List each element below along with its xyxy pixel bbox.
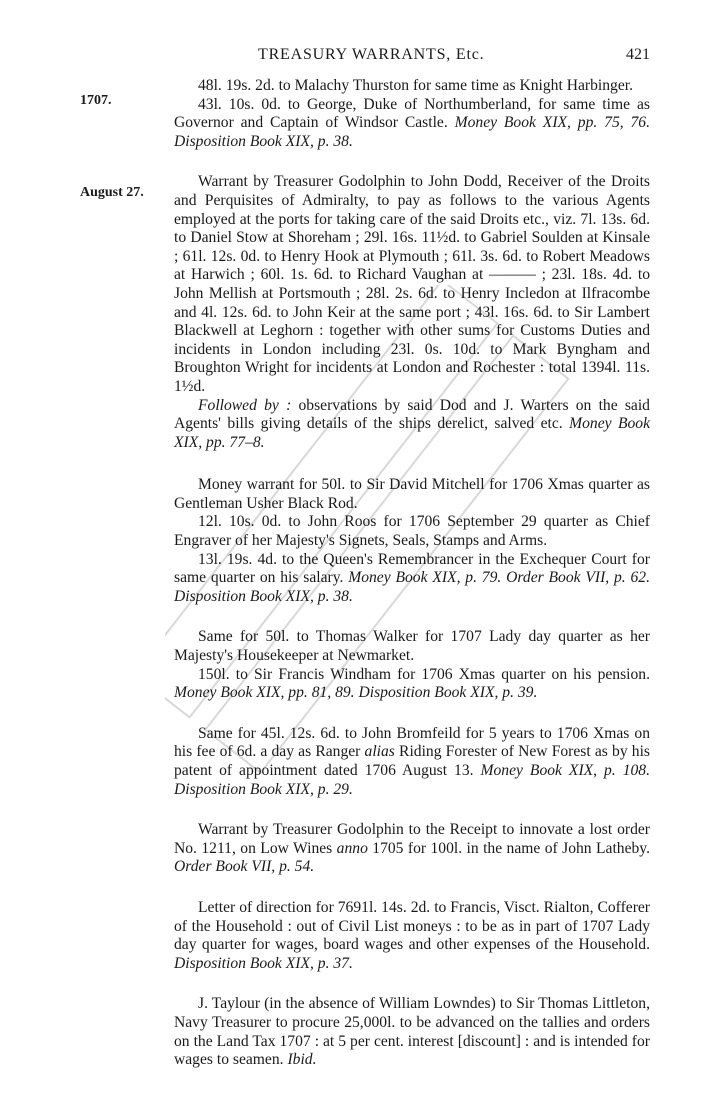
- citation: Disposition Book XIX, p. 38.: [174, 587, 353, 605]
- citation: Ibid.: [287, 1051, 317, 1069]
- entry-3: [174, 476, 650, 606]
- citation: Money Book XIX, pp. 81, 89.: [174, 684, 355, 702]
- citation: Money Book XIX, p. 108.: [480, 762, 651, 779]
- entry-7: [174, 899, 650, 973]
- entry-paragraph: Money warrant for 50l. to Sir David Mitchell for 1706 Xmas quarter as Gentleman Usher Black Rod.: [174, 476, 650, 512]
- citation: Disposition Book XIX, p. 38.: [174, 132, 353, 150]
- entry-paragraph: Same for 50l. to Thomas Walker for 1707 Lady day quarter as her Majesty's Housekeeper at Newmarket.: [174, 628, 650, 665]
- entry-paragraph: Warrant by Treasurer Godolphin to John Dodd, Receiver of the Droits and Perquisites of Admiralty, to pay as follows to the various Agents employed at the ports for taking care of the said Droits etc., viz. 7l. 13s. 6d. to Daniel Stow at Shoreham ; 29l. 16s. 11½d. to Gabriel Soulden at Kinsale ; 61l. 12s. 0d. to Henry Hook at Plymouth ; 61l. 3s. 6d. to Robert Meadows at Harwich ; 60l. 1s. 6d. to Richard Vaughan at ——— ; 23l. 18s. 4d. to John Mellish at Portsmouth ; 28l. 2s. 6d. to Henry Incledon at Ilfracombe and 4l. 12s. 6d. to John Keir at the same port ; 43l. 16s. 6d. to Sir Lambert Blackwell at Leghorn : together with other sums for Customs Duties and incidents in London including 23l. 0s. 10d. to Mark Byngham and Broughton Wright for incidents at London and Rochester : total 1394l. 11s. 1½d.: [174, 173, 650, 395]
- entry-paragraph: 12l. 10s. 0d. to John Roos for 1706 September 29 quarter as Chief Engraver of her Majesty's Signets, Seals, Stamps and Arms.: [174, 513, 650, 550]
- citation: Disposition Book XIX, p. 39.: [358, 684, 538, 702]
- page-number: 421: [626, 46, 650, 63]
- entry-paragraph: Same for 45l. 12s. 6d. to John Bromfeild for 5 years to 1706 Xmas on his fee of 6d. a day as Ranger alias Riding Forester of New Forest as by his patent of appointment dated 1706 August 13. Money Book XIX, p. 108. Disposition Book XIX, p. 29.: [174, 724, 651, 798]
- entry-4: [174, 628, 650, 702]
- entry-2: [174, 173, 650, 452]
- entry-paragraph: 13l. 19s. 4d. to the Queen's Remembrancer in the Exchequer Court for same quarter on his salary. Money Book XIX, p. 79. Order Book VII, p. 62. Disposition Book XIX, p. 38.: [174, 550, 651, 605]
- entry-paragraph: Followed by : observations by said Dod and J. Warters on the said Agents' bills giving details of the ships derelict, salved etc. Money Book XIX, pp. 77–8.: [174, 396, 650, 451]
- citation: Money Book XIX, p. 79.: [348, 569, 502, 587]
- entry-paragraph: 48l. 19s. 2d. to Malachy Thurston for same time as Knight Harbinger.: [198, 77, 633, 94]
- page-header: [0, 46, 722, 70]
- entry-paragraph: 43l. 10s. 0d. to George, Duke of Northumberland, for same time as Governor and Captain of Windsor Castle. Money Book XIX, pp. 75, 76. Disposition Book XIX, p. 38.: [174, 95, 650, 150]
- citation: Order Book VII, p. 54.: [174, 858, 315, 876]
- margin-year: 1707.: [80, 93, 112, 108]
- running-title: TREASURY WARRANTS, Etc.: [258, 46, 485, 63]
- entries: [174, 77, 650, 1070]
- entry-paragraph: Warrant by Treasurer Godolphin to the Receipt to innovate a lost order No. 1211, on Low Wines anno 1705 for 100l. in the name of John Latheby. Order Book VII, p. 54.: [174, 821, 650, 876]
- citation: Disposition Book XIX, p. 29.: [174, 780, 353, 798]
- entry-1: [174, 77, 650, 151]
- margin-date-aug27: August 27.: [80, 185, 144, 200]
- citation: Disposition Book XIX, p. 37.: [174, 954, 353, 972]
- entry-6: [174, 821, 650, 877]
- entry-paragraph: J. Taylour (in the absence of William Lowndes) to Sir Thomas Littleton, Navy Treasurer to procure 25,000l. to be advanced on the tallies and orders on the Land Tax 1707 : at 5 per cent. interest [discount] : and is intended for wages to seamen. Ibid.: [174, 995, 650, 1069]
- entry-paragraph: Letter of direction for 7691l. 14s. 2d. to Francis, Visct. Rialton, Cofferer of the Household : out of Civil List moneys : to be as in part of 1707 Lady day quarter for wages, board wages and other expenses of the Household. Disposition Book XIX, p. 37.: [174, 898, 650, 972]
- entry-5: [174, 725, 650, 799]
- citation: Order Book VII, p. 62.: [506, 569, 651, 587]
- citation: Money Book XIX, pp. 75, 76.: [454, 114, 650, 132]
- entry-paragraph: 150l. to Sir Francis Windham for 1706 Xmas quarter on his pension. Money Book XIX, pp. 81, 89. Disposition Book XIX, p. 39.: [174, 665, 650, 702]
- entry-8: [174, 995, 650, 1069]
- citation: Money Book XIX, pp. 77–8.: [174, 415, 650, 451]
